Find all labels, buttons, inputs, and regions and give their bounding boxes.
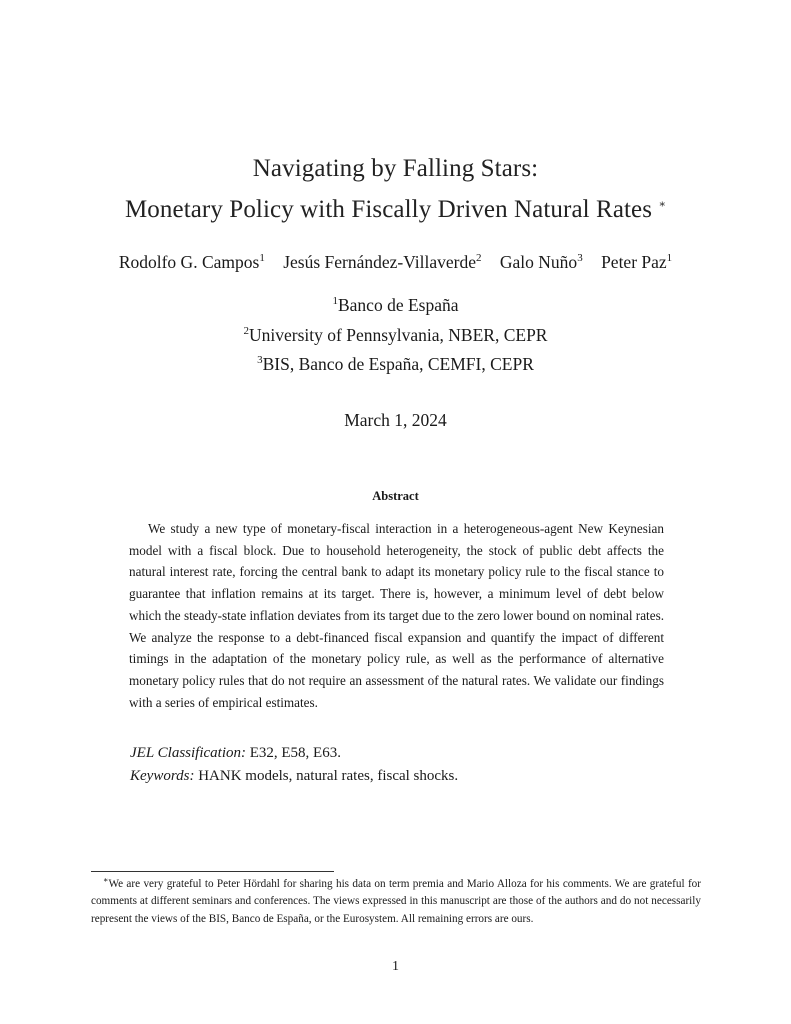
paper-date: March 1, 2024 [344,410,447,430]
author-name: Rodolfo G. Campos [118,252,260,272]
paper-title-line-2 [0,195,791,225]
author [500,252,583,272]
title-line-2-text: Monetary Policy with Fiscally Driven Natural Rates [124,196,653,223]
author-name: Galo Nuño [499,252,578,272]
page-number: 1 [392,959,399,974]
affiliation-number: 3 [257,354,263,367]
keywords [130,766,458,786]
title-line-1-text: Navigating by Falling Stars: [252,155,539,182]
abstract-heading: Abstract [372,489,419,503]
title-footnote-marker[interactable]: ∗ [658,198,667,211]
author-name: Peter Paz [601,252,667,272]
author-affiliation-marker: 1 [666,252,673,265]
author [283,252,481,272]
acknowledgement-footnote [91,876,701,928]
author [601,252,672,272]
affiliation-text: University of Pennsylvania, NBER, CEPR [249,325,548,345]
keywords-label: Keywords: [130,768,195,784]
affiliation-text: BIS, Banco de España, CEMFI, CEPR [262,354,534,374]
keywords-value: HANK models, natural rates, fiscal shocks. [198,768,459,784]
author-affiliation-marker: 2 [476,252,482,265]
jel-classification [130,743,341,763]
author [119,252,265,272]
affiliation-number: 2 [243,325,250,338]
footnote-text: We are very grateful to Peter Hördahl for sharing his data on term premia and Mario Alloza for his comments. We are grateful for comments at different seminars and conferences. The views expressed in this manuscript are those of the authors and do not necessarily represent the views of the BIS, Banco de España, or the Eurosystem. All remaining errors are ours. [91,878,701,925]
author-affiliation-marker: 3 [577,252,583,265]
affiliation [0,294,791,316]
affiliation [0,324,791,346]
jel-label: JEL Classification: [130,745,246,761]
author-list [0,251,791,273]
author-affiliation-marker: 1 [259,252,265,265]
paper-title-line-1 [0,154,791,184]
footnote-marker: ∗ [103,875,109,885]
abstract-text: We study a new type of monetary-fiscal interaction in a heterogeneous-agent New Keynesian model with a fiscal block. Due to household heterogeneity, the stock of public debt affects the natural interest rate, forcing the central bank to adapt its monetary policy rule to the fiscal stance to guarantee that inflation remains at its target. There is, however, a minimum level of debt below which the steady-state inflation deviates from its target due to the zero lower bound on nominal rates. We analyze the response to a debt-financed fiscal expansion and quantify the impact of different timings in the adaptation of the monetary policy rule, as well as the performance of alternative monetary policy rules that do not require an assessment of the natural rates. We validate our findings with a series of empirical estimates. [129,521,664,710]
affiliation [0,353,791,375]
jel-value: E32, E58, E63. [249,745,341,761]
author-name: Jesús Fernández-Villaverde [283,252,477,272]
affiliation-number: 1 [332,295,338,308]
footnote-divider [91,871,334,872]
affiliation-text: Banco de España [337,295,459,315]
